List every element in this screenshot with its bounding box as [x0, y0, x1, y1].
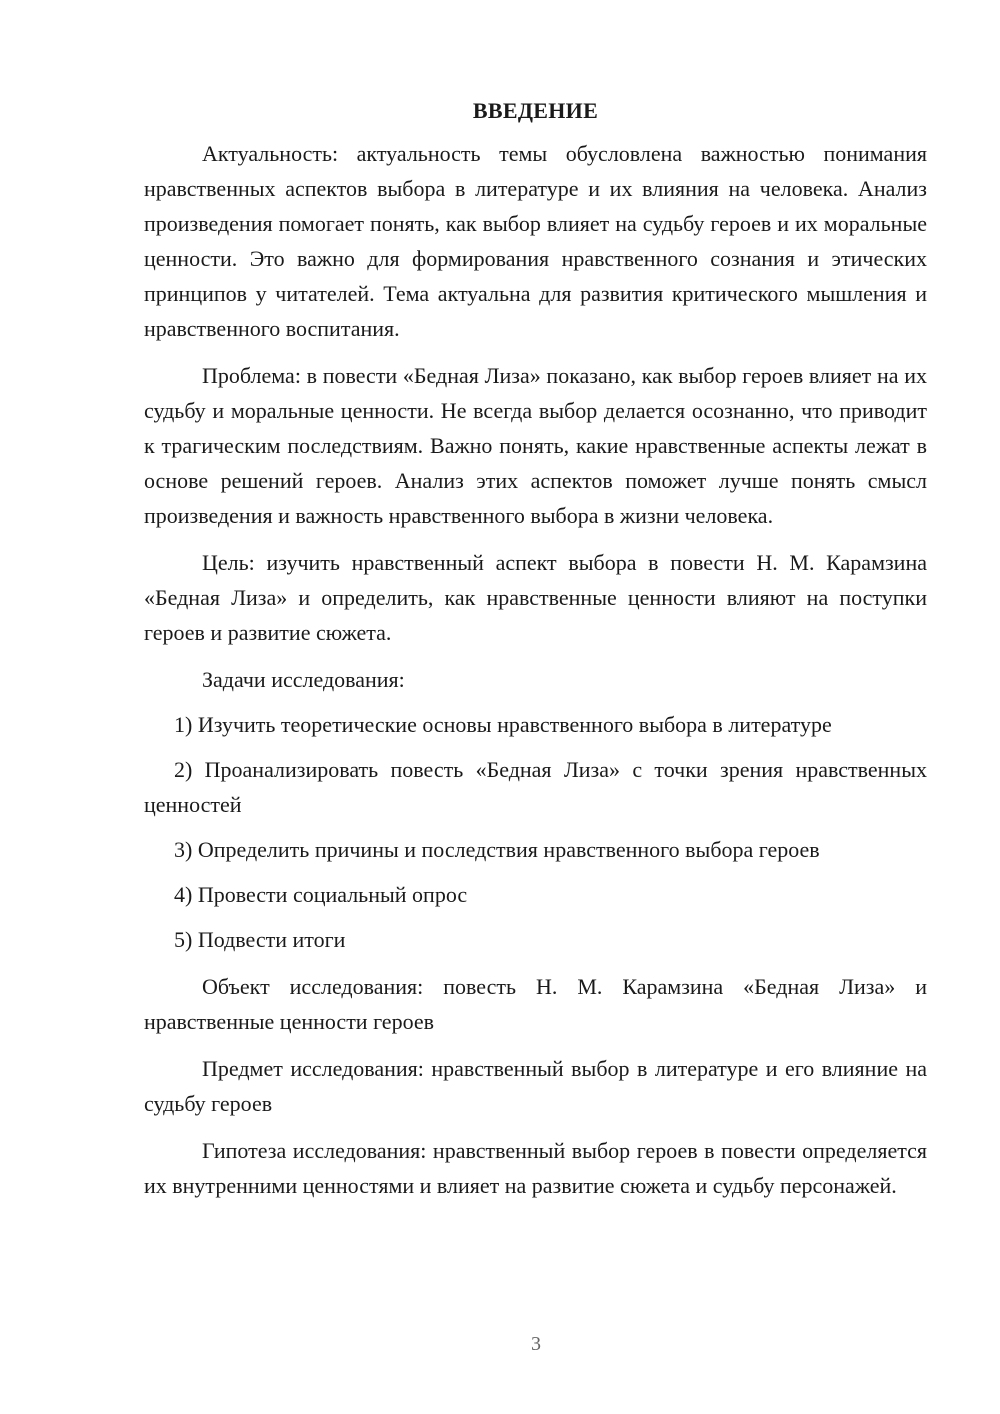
problem-paragraph: Проблема: в повести «Бедная Лиза» показано, как выбор героев влияет на их судьбу и моральные ценности. Не всегда выбор делается осознанно, что приводит к трагическим последствиям. Важно понять, какие нравственные аспекты лежат в основе решений героев. Анализ этих аспектов поможет лучше понять смысл произведения и важность нравственного выбора в жизни человека. — [144, 363, 927, 528]
section-title: ВВЕДЕНИЕ — [472, 98, 599, 123]
relevance-paragraph: Актуальность: актуальность темы обусловлена важностью понимания нравственных аспектов выбора в литературе и их влияния на человека. Анализ произведения помогает понять, как выбор влияет на судьбу героев и их моральные ценности. Это важно для формирования нравственного сознания и этических принципов у читателей. Тема актуальна для развития критического мышления и нравственного воспитания. — [144, 141, 927, 341]
task-item: 5) Подвести итоги — [174, 927, 346, 952]
task-item: 3) Определить причины и последствия нравственного выбора героев — [174, 837, 820, 862]
subject-paragraph: Предмет исследования: нравственный выбор в литературе и его влияние на судьбу героев — [144, 1056, 927, 1116]
task-item: 4) Провести социальный опрос — [174, 882, 468, 907]
document-page — [144, 94, 927, 1203]
tasks-heading: Задачи исследования: — [202, 667, 405, 692]
task-item: 2) Проанализировать повесть «Бедная Лиза» с точки зрения нравственных ценностей — [144, 757, 927, 817]
task-item: 1) Изучить теоретические основы нравственного выбора в литературе — [174, 712, 832, 737]
object-paragraph: Объект исследования: повесть Н. М. Карамзина «Бедная Лиза» и нравственные ценности героев — [144, 974, 927, 1034]
goal-paragraph: Цель: изучить нравственный аспект выбора в повести Н. М. Карамзина «Бедная Лиза» и определить, как нравственные ценности влияют на поступки героев и развитие сюжета. — [144, 550, 927, 645]
page-number: 3 — [531, 1333, 541, 1355]
hypothesis-paragraph: Гипотеза исследования: нравственный выбор героев в повести определяется их внутренними ценностями и влияет на развитие сюжета и судьбу персонажей. — [144, 1138, 927, 1198]
